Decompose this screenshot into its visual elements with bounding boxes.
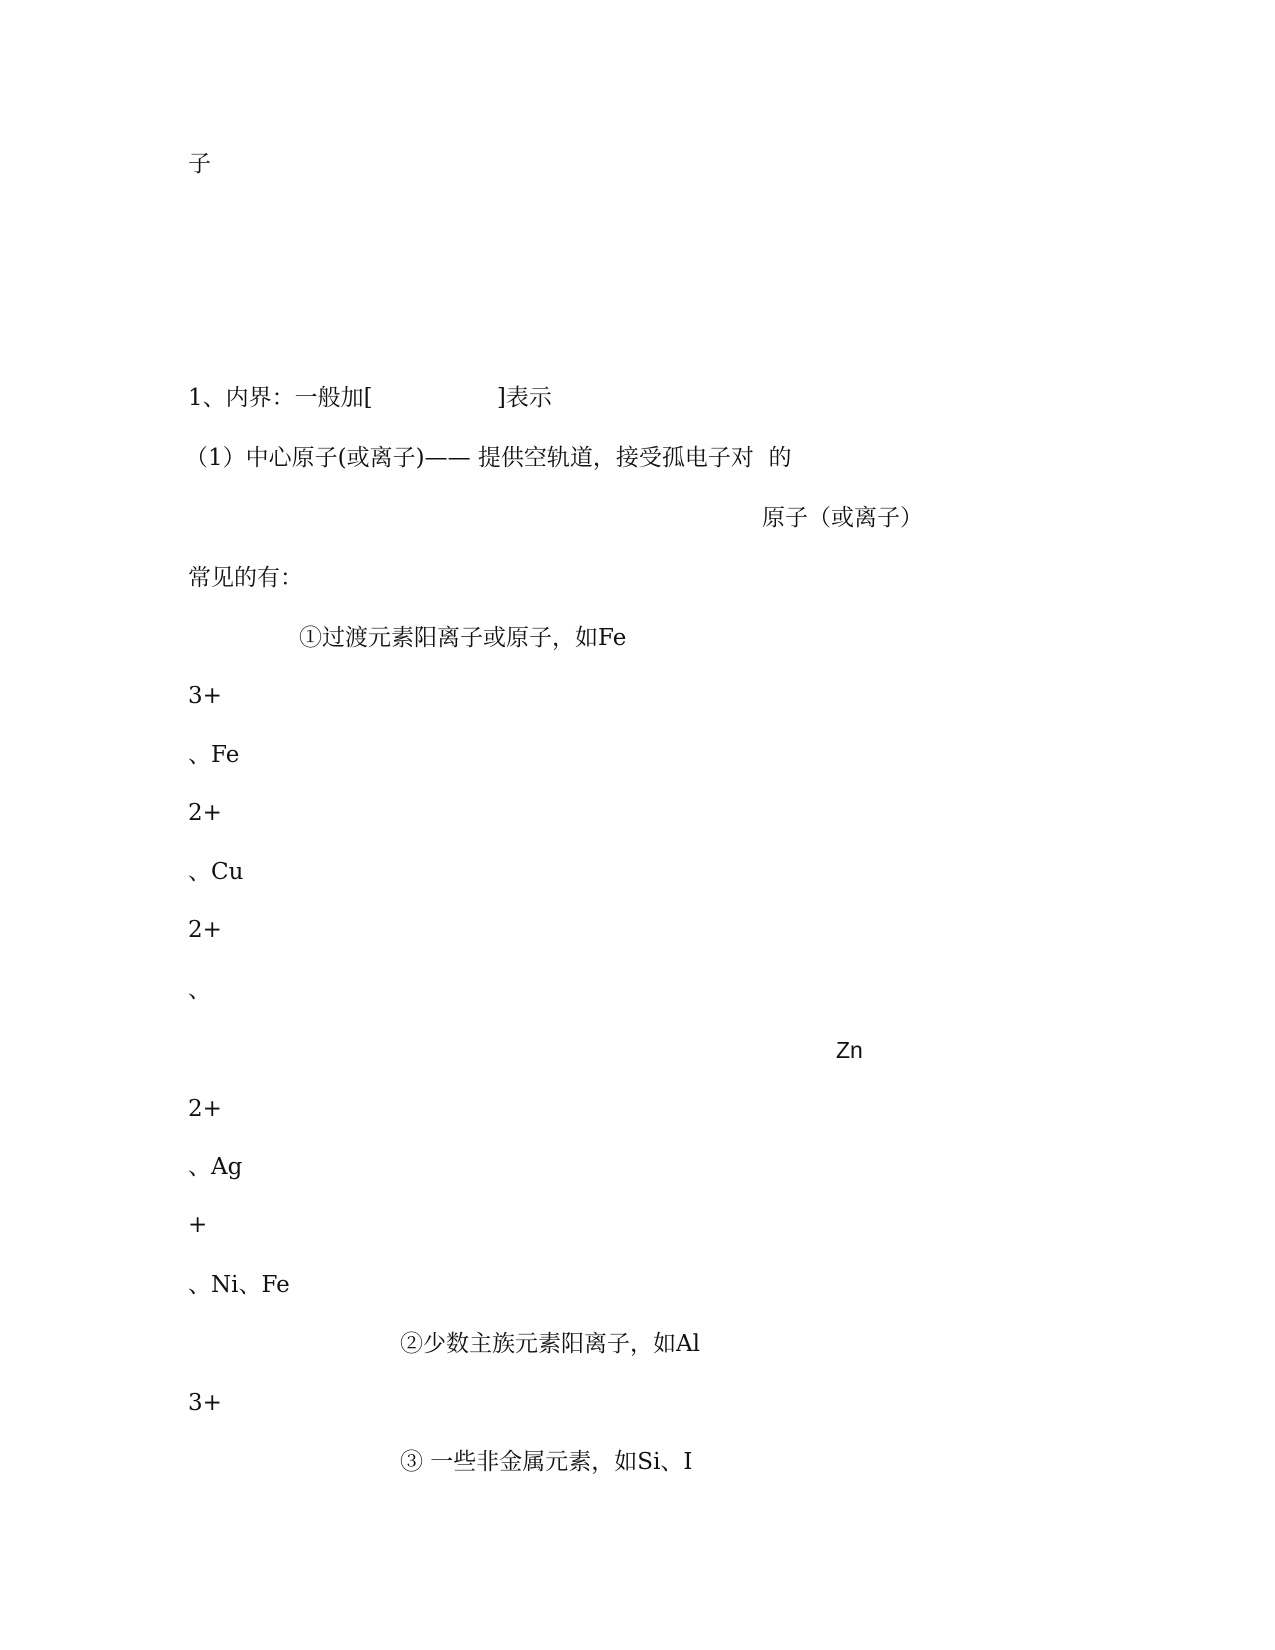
text-line-central-atom: （1）中心原子(或离子)—— 提供空轨道，接受孤电子对 的	[185, 445, 792, 471]
text-fragment: 、Cu	[188, 859, 244, 885]
text-line-zi: 子	[188, 151, 211, 177]
text-fragment: 、Fe	[188, 742, 240, 768]
list-item-transition-elements: ①过渡元素阳离子或原子，如Fe	[299, 625, 627, 651]
text-line-atom-or-ion: 原子（或离子）	[762, 505, 923, 531]
list-item-main-group-cations: ②少数主族元素阳离子，如Al	[400, 1331, 700, 1357]
text-fragment: 3+	[188, 683, 222, 709]
list-item-nonmetal-elements: ③ 一些非金属元素，如Si、I	[400, 1449, 693, 1475]
text-fragment: +	[188, 1212, 208, 1238]
text-fragment: 2+	[188, 1096, 222, 1122]
text-fragment: 、Ag	[188, 1154, 243, 1180]
text-fragment-zn: Zn	[836, 1037, 863, 1063]
text-fragment: 3+	[188, 1390, 222, 1416]
text-line-inner-sphere: 1、内界：一般加[ ]表示	[188, 385, 552, 411]
text-line-common: 常见的有：	[188, 565, 303, 591]
text-fragment: 、	[188, 977, 211, 1003]
text-fragment: 、Ni、Fe	[188, 1272, 290, 1298]
text-fragment: 2+	[188, 800, 222, 826]
text-fragment: 2+	[188, 917, 222, 943]
